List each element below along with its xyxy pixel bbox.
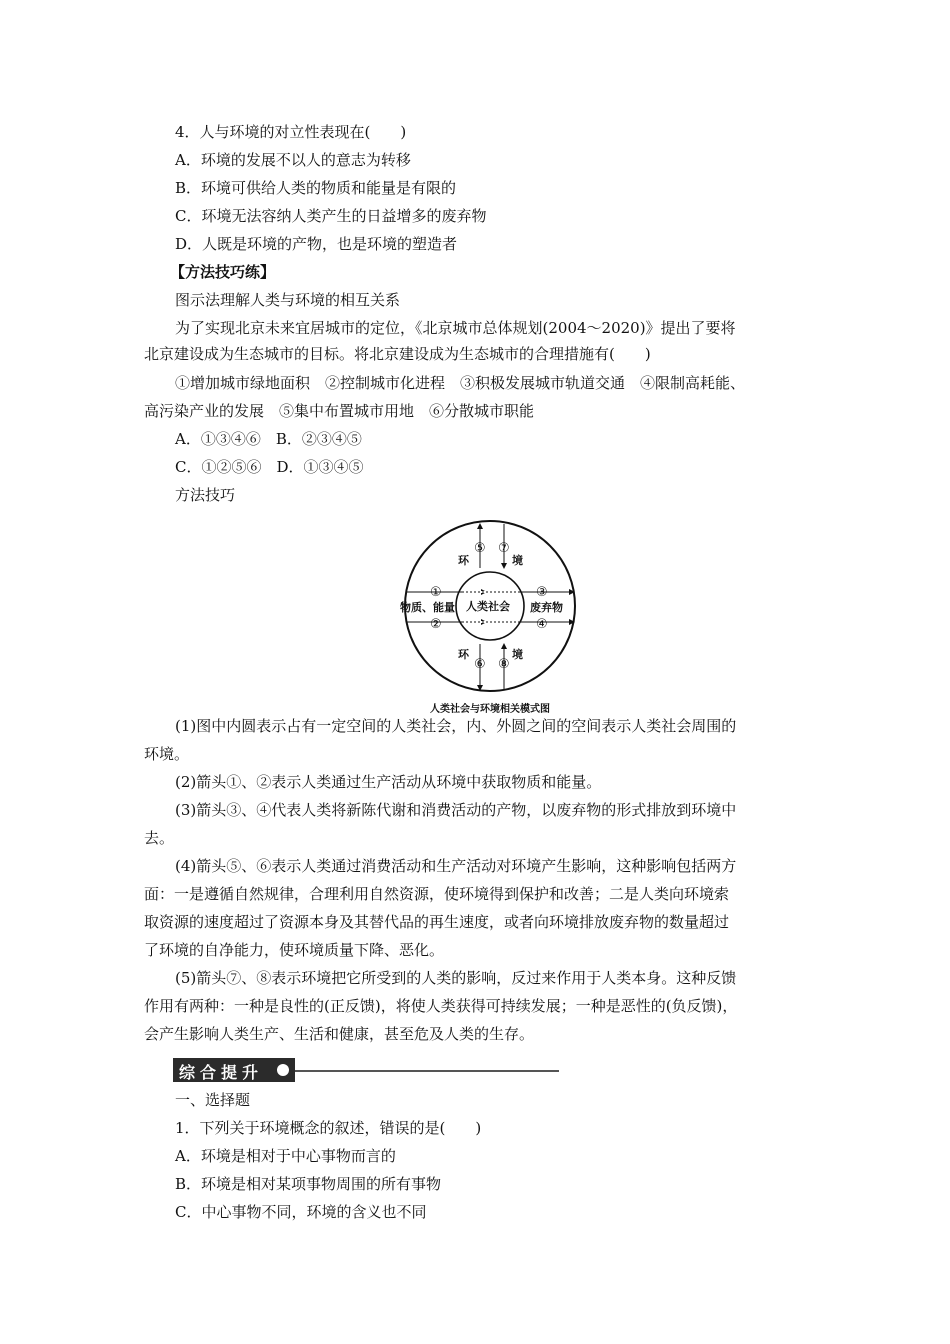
section-title: 综合提升 [179, 1063, 264, 1082]
question-4-option-d: D．人既是环境的产物，也是环境的塑造者 [175, 235, 458, 253]
explanation-4-line-4: 了环境的自净能力，使环境质量下降、恶化。 [144, 941, 445, 959]
section-rule [295, 1070, 559, 1072]
env-bottom-char-2: 境 [512, 648, 523, 661]
section-tag [173, 1058, 295, 1082]
section-header [173, 1058, 559, 1082]
method-topic: 图示法理解人类与环境的相互关系 [175, 291, 401, 309]
question-1-stem: 1．下列关于环境概念的叙述，错误的是( ) [175, 1119, 482, 1137]
question-1-option-b: B．环境是相对某项事物周围的所有事物 [175, 1175, 442, 1193]
explanation-4-line-2: 面：一是遵循自然规律，合理利用自然资源，使环境得到保护和改善；二是人类向环境索 [144, 885, 730, 903]
right-label: 废弃物 [530, 601, 563, 614]
label-1: ① [430, 585, 442, 600]
env-top-char-2: 境 [512, 554, 523, 567]
label-8: ⑧ [498, 657, 510, 672]
question-1-option-a: A．环境是相对于中心事物而言的 [175, 1147, 396, 1165]
explanation-2: (2)箭头①、②表示人类通过生产活动从环境中获取物质和能量。 [175, 773, 602, 791]
inner-label: 人类社会 [466, 600, 510, 613]
method-question-line-2: 北京建设成为生态城市的目标。将北京建设成为生态城市的合理措施有( ) [144, 345, 651, 363]
method-measures-line-1: ①增加城市绿地面积 ②控制城市化进程 ③积极发展城市轨道交通 ④限制高耗能、 [175, 374, 746, 392]
section-dot-icon [277, 1064, 289, 1076]
question-4-option-c: C．环境无法容纳人类产生的日益增多的废弃物 [175, 207, 487, 225]
env-bottom-char-1: 环 [458, 648, 469, 661]
method-header: 【方法技巧练】 [170, 263, 276, 281]
method-measures-line-2: 高污染产业的发展 ⑤集中布置城市用地 ⑥分散城市职能 [144, 402, 535, 420]
method-tips-label: 方法技巧 [175, 486, 236, 504]
label-3: ③ [536, 585, 548, 600]
question-4-option-b: B．环境可供给人类的物质和能量是有限的 [175, 179, 457, 197]
explanation-5-line-3: 会产生影响人类生产、生活和健康，甚至危及人类的生存。 [144, 1025, 535, 1043]
label-7: ⑦ [498, 541, 510, 556]
method-option-line-2: C．①②⑤⑥ D．①③④⑤ [175, 458, 364, 476]
question-4-stem: 4．人与环境的对立性表现在( ) [175, 123, 407, 141]
explanation-5-line-2: 作用有两种：一种是良性的(正反馈)，将使人类获得可持续发展；一种是恶性的(负反馈)， [144, 997, 738, 1015]
question-4-option-a: A．环境的发展不以人的意志为转移 [175, 151, 411, 169]
method-option-line-1: A．①③④⑥ B．②③④⑤ [175, 430, 362, 448]
question-1-option-c: C．中心事物不同，环境的含义也不同 [175, 1203, 427, 1221]
explanation-4-line-3: 取资源的速度超过了资源本身及其替代品的再生速度，或者向环境排放废弃物的数量超过 [144, 913, 730, 931]
diagram-caption: 人类社会与环境相关模式图 [430, 704, 550, 714]
human-environment-diagram [398, 518, 584, 714]
explanation-4-line-1: (4)箭头⑤、⑥表示人类通过消费活动和生产活动对环境产生影响，这种影响包括两方 [175, 857, 737, 875]
env-top-char-1: 环 [458, 554, 469, 567]
explanation-5-line-1: (5)箭头⑦、⑧表示环境把它所受到的人类的影响，反过来作用于人类本身。这种反馈 [175, 969, 737, 987]
left-label: 物质、能量 [400, 601, 455, 614]
explanation-3-line-2: 去。 [144, 829, 175, 847]
label-4: ④ [536, 617, 548, 632]
label-6: ⑥ [474, 657, 486, 672]
explanation-3-line-1: (3)箭头③、④代表人类将新陈代谢和消费活动的产物，以废弃物的形式排放到环境中 [175, 801, 737, 819]
explanation-1-line-1: (1)图中内圆表示占有一定空间的人类社会，内、外圆之间的空间表示人类社会周围的 [175, 717, 737, 735]
label-2: ② [430, 617, 442, 632]
explanation-1-line-2: 环境。 [144, 745, 190, 763]
method-question-line-1: 为了实现北京未来宜居城市的定位，《北京城市总体规划(2004～2020)》提出了要将 [175, 319, 736, 337]
part-1-heading: 一、选择题 [175, 1091, 251, 1109]
label-5: ⑤ [474, 541, 486, 556]
